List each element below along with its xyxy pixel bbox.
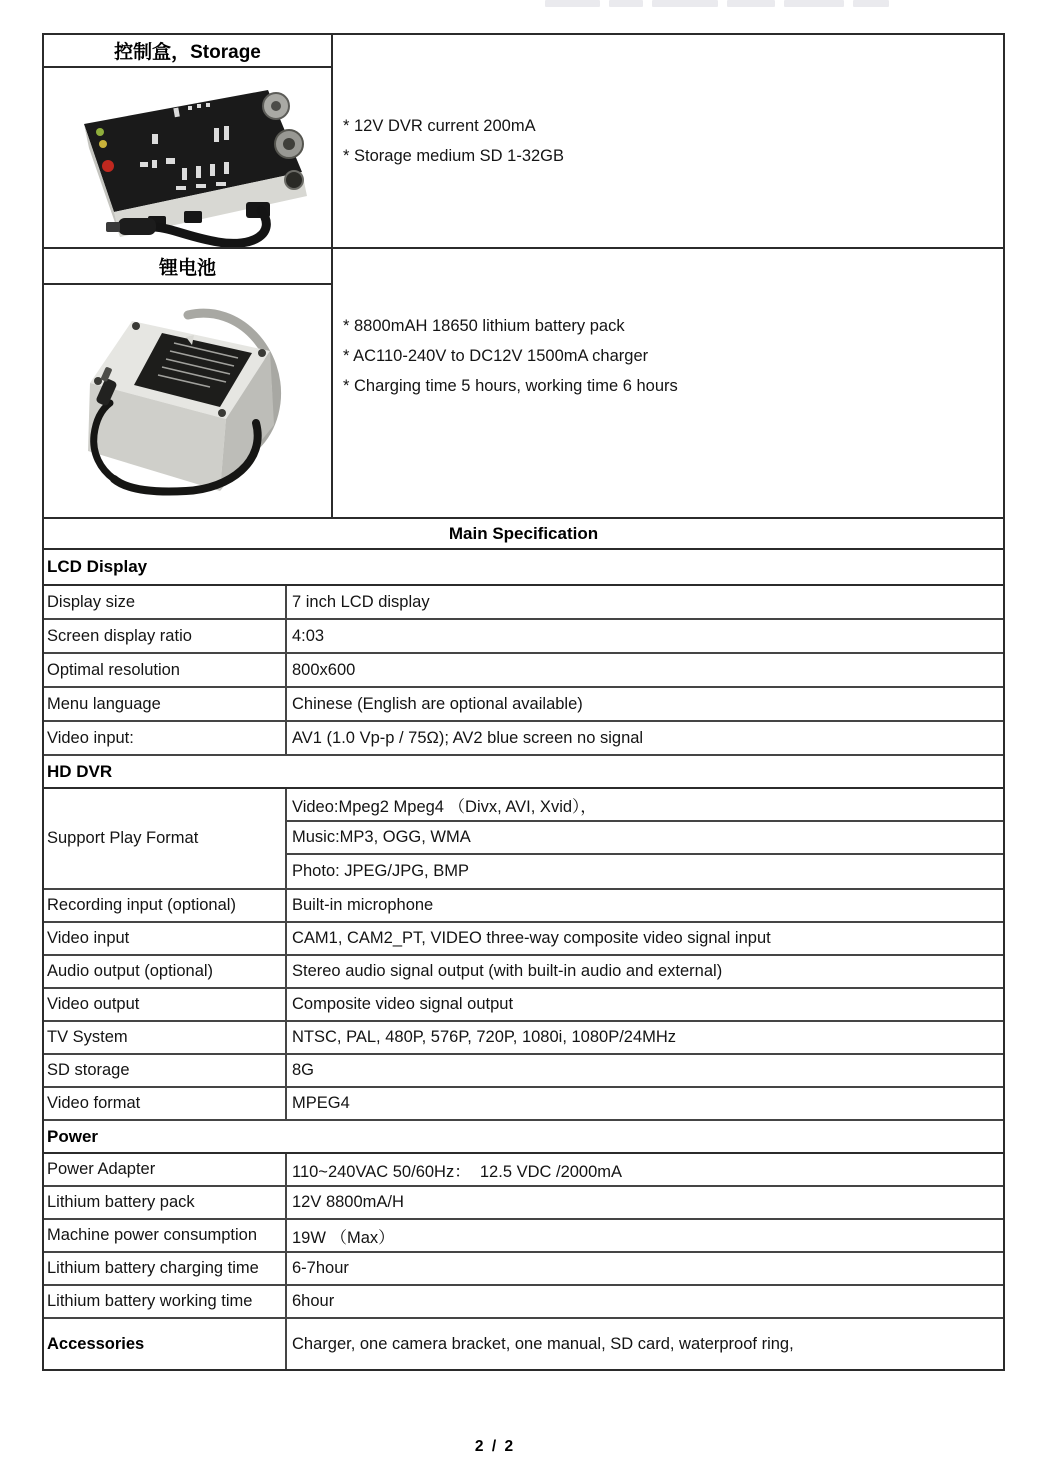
remnant-blob — [784, 0, 844, 7]
section-title-lithium-battery: 锂电池 — [44, 249, 333, 285]
table-row — [44, 1088, 1003, 1121]
control-box-bullets — [333, 35, 1003, 247]
bullet-charging-time: * Charging time 5 hours, working time 6 hours — [343, 377, 678, 395]
play-format-photo: Photo: JPEG/JPG, BMP — [292, 862, 469, 880]
spec-value: 4:03 — [292, 626, 325, 645]
spec-label: TV System — [44, 1022, 287, 1053]
spec-value: 800x600 — [292, 660, 356, 679]
bullet-storage-medium: * Storage medium SD 1-32GB — [343, 147, 565, 165]
remnant-blob — [853, 0, 889, 7]
bullet-charger: * AC110-240V to DC12V 1500mA charger — [343, 347, 649, 365]
table-row — [44, 1286, 1003, 1319]
accessories-value: Charger, one camera bracket, one manual, SD card, waterproof ring, — [292, 1334, 794, 1353]
control-box-photo — [44, 68, 333, 247]
table-row — [44, 722, 1003, 756]
table-row — [44, 688, 1003, 722]
table-row — [44, 1022, 1003, 1055]
accessories-label: Accessories — [44, 1319, 287, 1369]
remnant-blob — [545, 0, 600, 7]
table-row — [44, 956, 1003, 989]
spec-value: 6-7hour — [292, 1259, 349, 1277]
table-row — [44, 989, 1003, 1022]
spec-value: Chinese (English are optional available) — [292, 694, 583, 713]
spec-label: Optimal resolution — [44, 654, 287, 686]
group-header-hd-dvr: HD DVR — [44, 756, 1003, 789]
spec-label: Display size — [44, 586, 287, 618]
section-title-control-box: 控制盒，Storage — [44, 35, 333, 68]
spec-label: Menu language — [44, 688, 287, 720]
table-row — [44, 1187, 1003, 1220]
spec-label: Power Adapter — [44, 1154, 287, 1185]
table-row — [44, 620, 1003, 654]
spec-label: Video input — [44, 923, 287, 954]
spec-value: 110~240VAC 50/60Hz： 12.5 VDC /2000mA — [292, 1162, 623, 1181]
spec-value: Composite video signal output — [292, 995, 514, 1013]
spec-label: Screen display ratio — [44, 620, 287, 652]
section-control-box — [44, 35, 1003, 247]
play-format-video: Video:Mpeg2 Mpeg4 （Divx, AVI, Xvid）， — [287, 789, 1003, 822]
spec-label: Audio output (optional) — [44, 956, 287, 987]
spec-value: 8G — [292, 1061, 315, 1079]
spec-value: CAM1, CAM2_PT, VIDEO three-way composite video signal input — [292, 929, 771, 947]
page-number: 2 / 2 — [474, 1438, 516, 1455]
spec-value: MPEG4 — [292, 1094, 350, 1112]
table-row — [44, 1154, 1003, 1187]
spec-value: Built-in microphone — [292, 896, 434, 914]
remnant-blob — [609, 0, 643, 7]
group-header-lcd-display: LCD Display — [44, 550, 1003, 586]
table-row — [44, 1253, 1003, 1286]
spec-label: Video format — [44, 1088, 287, 1119]
spec-label: SD storage — [44, 1055, 287, 1086]
spec-label: Support Play Format — [44, 789, 287, 888]
play-format-music: Music:MP3, OGG, WMA — [287, 822, 1003, 855]
accessories-row — [44, 1319, 1003, 1369]
table-row — [44, 654, 1003, 688]
spec-label: Video input: — [44, 722, 287, 754]
lithium-battery-image — [70, 293, 322, 517]
spec-label: Recording input (optional) — [44, 890, 287, 921]
spec-value: 12V 8800mA/H — [292, 1193, 404, 1211]
table-row — [44, 1055, 1003, 1088]
table-row — [44, 923, 1003, 956]
support-play-format-block — [44, 789, 1003, 890]
spec-value: 6hour — [292, 1292, 335, 1310]
spec-label: Video output — [44, 989, 287, 1020]
control-box-image — [56, 76, 326, 247]
cropped-header-remnant — [545, 0, 925, 9]
spec-value: 19W （Max） — [292, 1228, 395, 1247]
table-row — [44, 1220, 1003, 1253]
remnant-blob — [727, 0, 775, 7]
battery-bullets — [333, 249, 1003, 517]
main-specification-title: Main Specification — [44, 517, 1003, 550]
spec-value: 7 inch LCD display — [292, 592, 430, 611]
spec-value: Stereo audio signal output (with built-in audio and external) — [292, 962, 723, 980]
section-lithium-battery — [44, 247, 1003, 517]
bullet-battery-pack: * 8800mAH 18650 lithium battery pack — [343, 317, 625, 335]
spec-sheet-table — [42, 33, 1005, 1371]
spec-label: Lithium battery working time — [44, 1286, 287, 1317]
spec-value: AV1 (1.0 Vp-p / 75Ω); AV2 blue screen no signal — [292, 728, 644, 747]
spec-label: Lithium battery pack — [44, 1187, 287, 1218]
table-row — [44, 890, 1003, 923]
table-row — [44, 586, 1003, 620]
group-header-power: Power — [44, 1121, 1003, 1154]
spec-value: NTSC, PAL, 480P, 576P, 720P, 1080i, 1080P/24MHz — [292, 1028, 677, 1046]
remnant-blob — [652, 0, 718, 7]
bullet-dvr-current: * 12V DVR current 200mA — [343, 117, 536, 135]
spec-label: Machine power consumption — [44, 1220, 287, 1251]
lithium-battery-photo — [44, 285, 333, 517]
spec-label: Lithium battery charging time — [44, 1253, 287, 1284]
